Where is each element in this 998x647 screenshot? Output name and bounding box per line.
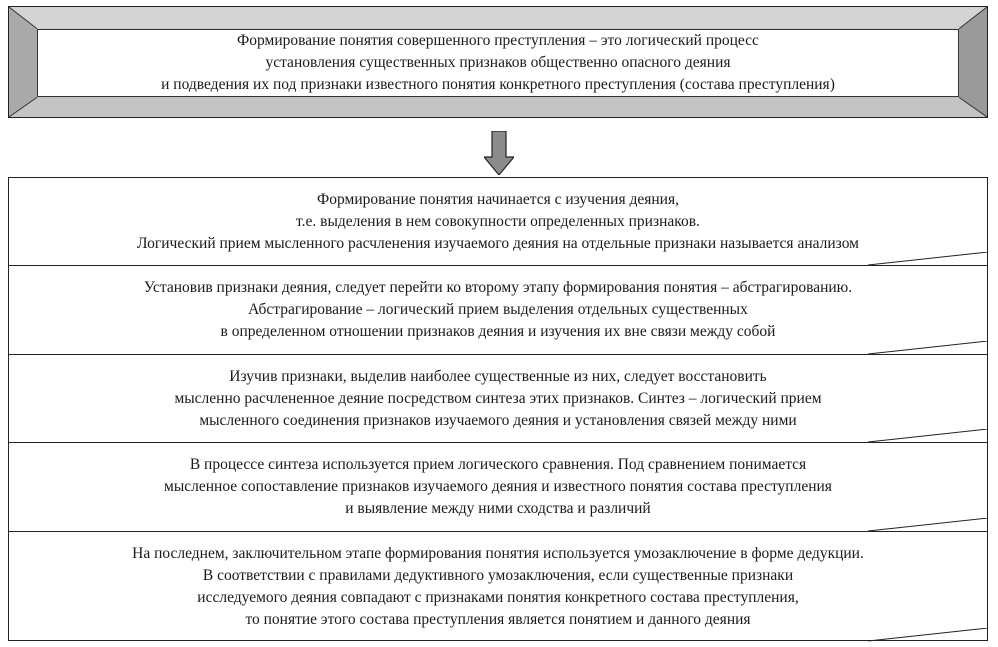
step-line: исследуемого деяния совпадают с признаками понятия конкретного состава преступления, (197, 588, 799, 606)
down-arrow-icon (484, 131, 514, 175)
definition-text (37, 29, 959, 97)
step-line: т.е. выделения в нем совокупности определенных признаков. (296, 212, 700, 230)
page-fold-icon (868, 341, 988, 355)
step-line: Абстрагирование – логический прием выделения отдельных существенных (248, 301, 748, 318)
definition-box (8, 6, 988, 118)
step-line: На последнем, заключительном этапе формирования понятия используется умозаключение в форме дедукции. (132, 544, 864, 562)
bottom-border (8, 640, 988, 641)
step-line: В процессе синтеза используется прием логического сравнения. Под сравнением понимается (189, 456, 807, 473)
definition-line: Формирование понятия совершенного преступления – это логический процесс (237, 32, 759, 49)
step-line: в определенном отношении признаков деяния и изучения их вне связи между собой (220, 323, 776, 340)
step-synthesis (8, 354, 988, 442)
step-line: то понятие этого состава преступления является понятием и данного деяния (245, 610, 751, 628)
step-deduction (8, 531, 988, 641)
step-line: мысленно расчлененное деяние посредством синтеза этих признаков. Синтез – логический прием (174, 389, 822, 407)
step-line: Изучив признаки, выделив наиболее существенные из них, следует восстановить (229, 367, 767, 385)
page-fold-icon (868, 518, 988, 532)
step-line: В соответствии с правилами дедуктивного умозаключения, если существенные признаки (202, 566, 794, 584)
step-line: Формирование понятия начинается с изучения деяния, (317, 190, 679, 208)
step-line: и выявление между ними сходства и различий (345, 500, 651, 517)
definition-line: и подведения их под признаки известного понятия конкретного преступления (состава преступления) (161, 76, 835, 93)
step-line: мысленное сопоставление признаков изучаемого деяния и известного понятия состава преступления (164, 478, 832, 495)
step-abstraction (8, 265, 988, 354)
page-fold-icon (868, 252, 988, 266)
step-line: Установив признаки деяния, следует перейти ко второму этапу формирования понятия – абстрагированию. (143, 279, 853, 296)
step-line: Логический прием мысленного расчленения изучаемого деяния на отдельные признаки называется анализом (137, 234, 859, 252)
definition-line: установления существенных признаков общественно опасного деяния (265, 54, 731, 71)
step-analysis (8, 177, 988, 265)
step-line: мысленного соединения признаков изучаемого деяния и установления связей между ними (199, 411, 797, 429)
page-fold-icon (868, 429, 988, 443)
step-comparison (8, 442, 988, 531)
